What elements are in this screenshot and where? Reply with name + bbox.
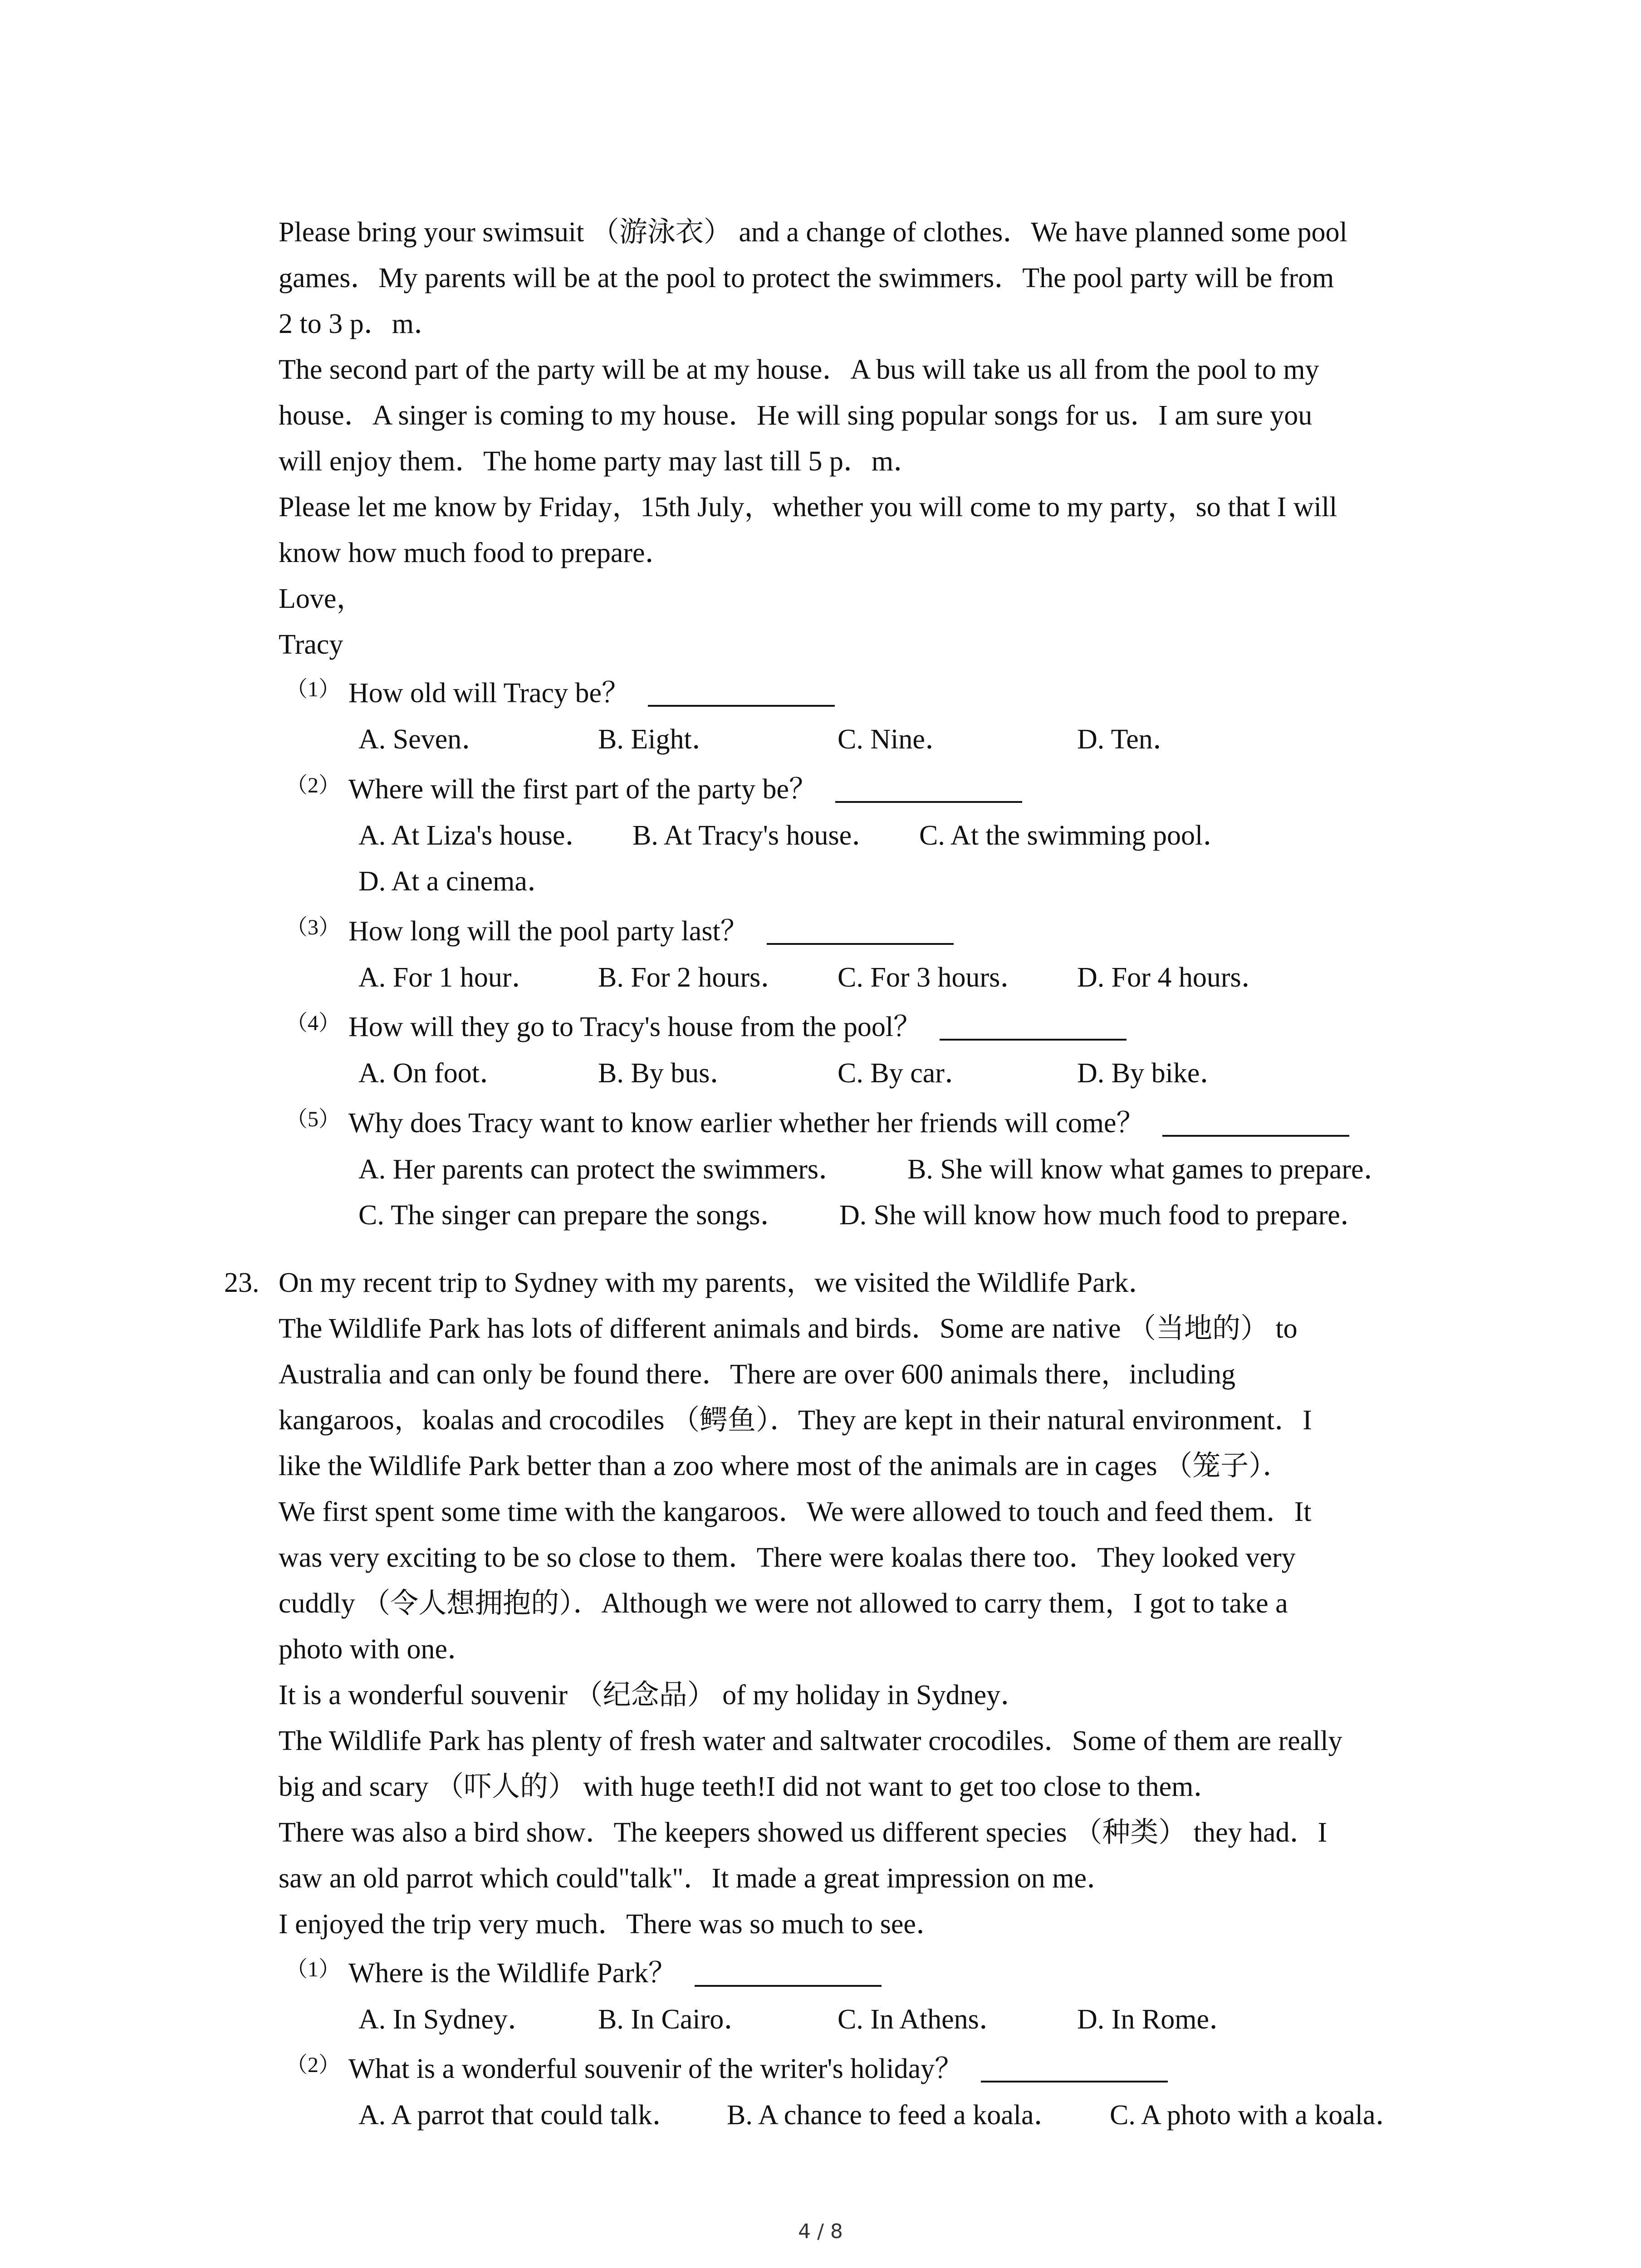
question-text: Why does Tracy want to know earlier whether her friends will come？ <box>348 1108 1145 1139</box>
question <box>286 2046 1168 2092</box>
question-number: （2） <box>286 773 341 797</box>
passage1-line: 2 to 3 p．m． <box>279 308 442 339</box>
question-number: （1） <box>286 1957 341 1981</box>
passage2-line: It is a wonderful souvenir （纪念品） of my holiday in Sydney． <box>279 1680 1029 1711</box>
question <box>286 1004 1127 1050</box>
option[interactable]: A. Seven． <box>358 724 490 755</box>
question-text: How long will the pool party last？ <box>348 916 749 947</box>
option[interactable]: B. By bus． <box>598 1058 738 1089</box>
question-number: （4） <box>286 1011 341 1035</box>
passage1-line: know how much food to prepare． <box>279 538 673 568</box>
passage2-line: The Wildlife Park has plenty of fresh water and saltwater crocodiles．Some of them are really <box>279 1725 1342 1756</box>
passage2-line: photo with one． <box>279 1634 475 1665</box>
option[interactable]: C. By car． <box>838 1058 973 1089</box>
option[interactable]: D. In Rome． <box>1077 2004 1238 2035</box>
option[interactable]: D. For 4 hours． <box>1077 962 1269 993</box>
answer-blank[interactable] <box>767 943 954 945</box>
option[interactable]: C. Nine． <box>838 724 953 755</box>
option[interactable]: A. In Sydney． <box>358 2004 536 2035</box>
answer-blank[interactable] <box>1162 1135 1349 1137</box>
question-text: How old will Tracy be？ <box>348 678 630 709</box>
option[interactable]: A. A parrot that could talk． <box>358 2100 681 2131</box>
answer-blank[interactable] <box>695 1985 882 1987</box>
question-number: （5） <box>286 1107 341 1131</box>
option[interactable]: B. Eight． <box>598 724 720 755</box>
passage1-signature: Tracy <box>279 629 343 660</box>
question-text: Where is the Wildlife Park？ <box>348 1958 676 1989</box>
passage2-line: We first spent some time with the kangaroos．We were allowed to touch and feed them．It <box>279 1496 1312 1527</box>
question-group-number: 23. <box>224 1267 260 1298</box>
question-text: Where will the first part of the party be？ <box>348 774 817 805</box>
question-number: （1） <box>286 677 341 701</box>
option[interactable]: C. In Athens． <box>838 2004 1007 2035</box>
question-number: （2） <box>286 2053 341 2077</box>
option[interactable]: A. On foot． <box>358 1058 508 1089</box>
passage1-line: Please let me know by Friday，15th July，whether you will come to my party，so that I will <box>279 492 1337 523</box>
passage1-line: will enjoy them．The home party may last till 5 p．m． <box>279 446 922 477</box>
passage2-line: cuddly （令人想拥抱的）．Although we were not allowed to carry them，I got to take a <box>279 1588 1288 1619</box>
passage2-line: big and scary （吓人的） with huge teeth!I did not want to get too close to them． <box>279 1771 1222 1802</box>
question <box>286 909 954 954</box>
option[interactable]: B. In Cairo． <box>598 2004 752 2035</box>
option[interactable]: A. At Liza's house． <box>358 820 593 851</box>
option[interactable]: C. For 3 hours． <box>838 962 1029 993</box>
passage1-line: games．My parents will be at the pool to protect the swimmers．The pool party will be from <box>279 263 1334 293</box>
question <box>286 1950 882 1996</box>
passage1-line: Please bring your swimsuit （游泳衣） and a change of clothes．We have planned some pool <box>279 217 1347 248</box>
option[interactable]: A. Her parents can protect the swimmers． <box>358 1154 847 1185</box>
question-text: What is a wonderful souvenir of the writer's holiday？ <box>348 2053 963 2084</box>
option[interactable]: C. At the swimming pool． <box>919 820 1231 851</box>
option[interactable]: C. The singer can prepare the songs． <box>358 1200 789 1231</box>
option[interactable]: C. A photo with a koala． <box>1110 2100 1404 2131</box>
passage2-line: There was also a bird show．The keepers showed us different species （种类） they had．I <box>279 1817 1327 1848</box>
option[interactable]: B. She will know what games to prepare． <box>907 1154 1392 1185</box>
passage1-line: house．A singer is coming to my house．He will sing popular songs for us．I am sure you <box>279 400 1313 431</box>
question <box>286 767 1022 812</box>
option[interactable]: D. By bike． <box>1077 1058 1228 1089</box>
answer-blank[interactable] <box>981 2081 1168 2082</box>
question-text: How will they go to Tracy's house from the pool？ <box>348 1012 922 1042</box>
passage2-line: The Wildlife Park has lots of different animals and birds．Some are native （当地的） to <box>279 1313 1298 1344</box>
option[interactable]: D. At a cinema． <box>358 866 555 897</box>
option[interactable]: A. For 1 hour． <box>358 962 540 993</box>
passage1-closing: Love， <box>279 583 365 614</box>
question <box>286 1100 1349 1146</box>
question-number: （3） <box>286 915 341 939</box>
option[interactable]: D. She will know how much food to prepare． <box>839 1200 1368 1231</box>
passage2-line: saw an old parrot which could"talk"．It made a great impression on me． <box>279 1863 1115 1894</box>
answer-blank[interactable] <box>835 801 1022 803</box>
answer-blank[interactable] <box>648 705 835 707</box>
option[interactable]: B. For 2 hours． <box>598 962 789 993</box>
passage2-line: Australia and can only be found there．There are over 600 animals there，including <box>279 1359 1235 1390</box>
option[interactable]: D. Ten． <box>1077 724 1181 755</box>
passage2-line: kangaroos，koalas and crocodiles （鳄鱼）．They are kept in their natural environment．I <box>279 1405 1312 1436</box>
option[interactable]: B. At Tracy's house． <box>632 820 880 851</box>
passage2-line: was very exciting to be so close to them．There were koalas there too．They looked very <box>279 1542 1296 1573</box>
page-number: 4 / 8 <box>798 2220 843 2243</box>
passage2-line: On my recent trip to Sydney with my parents，we visited the Wildlife Park． <box>279 1267 1157 1298</box>
option[interactable]: B. A chance to feed a koala． <box>727 2100 1062 2131</box>
question <box>286 670 835 716</box>
answer-blank[interactable] <box>940 1039 1127 1041</box>
passage1-line: The second part of the party will be at my house．A bus will take us all from the pool to my <box>279 354 1319 385</box>
passage2-line: I enjoyed the trip very much．There was so much to see． <box>279 1909 944 1940</box>
passage2-line: like the Wildlife Park better than a zoo where most of the animals are in cages （笼子）． <box>279 1451 1291 1481</box>
